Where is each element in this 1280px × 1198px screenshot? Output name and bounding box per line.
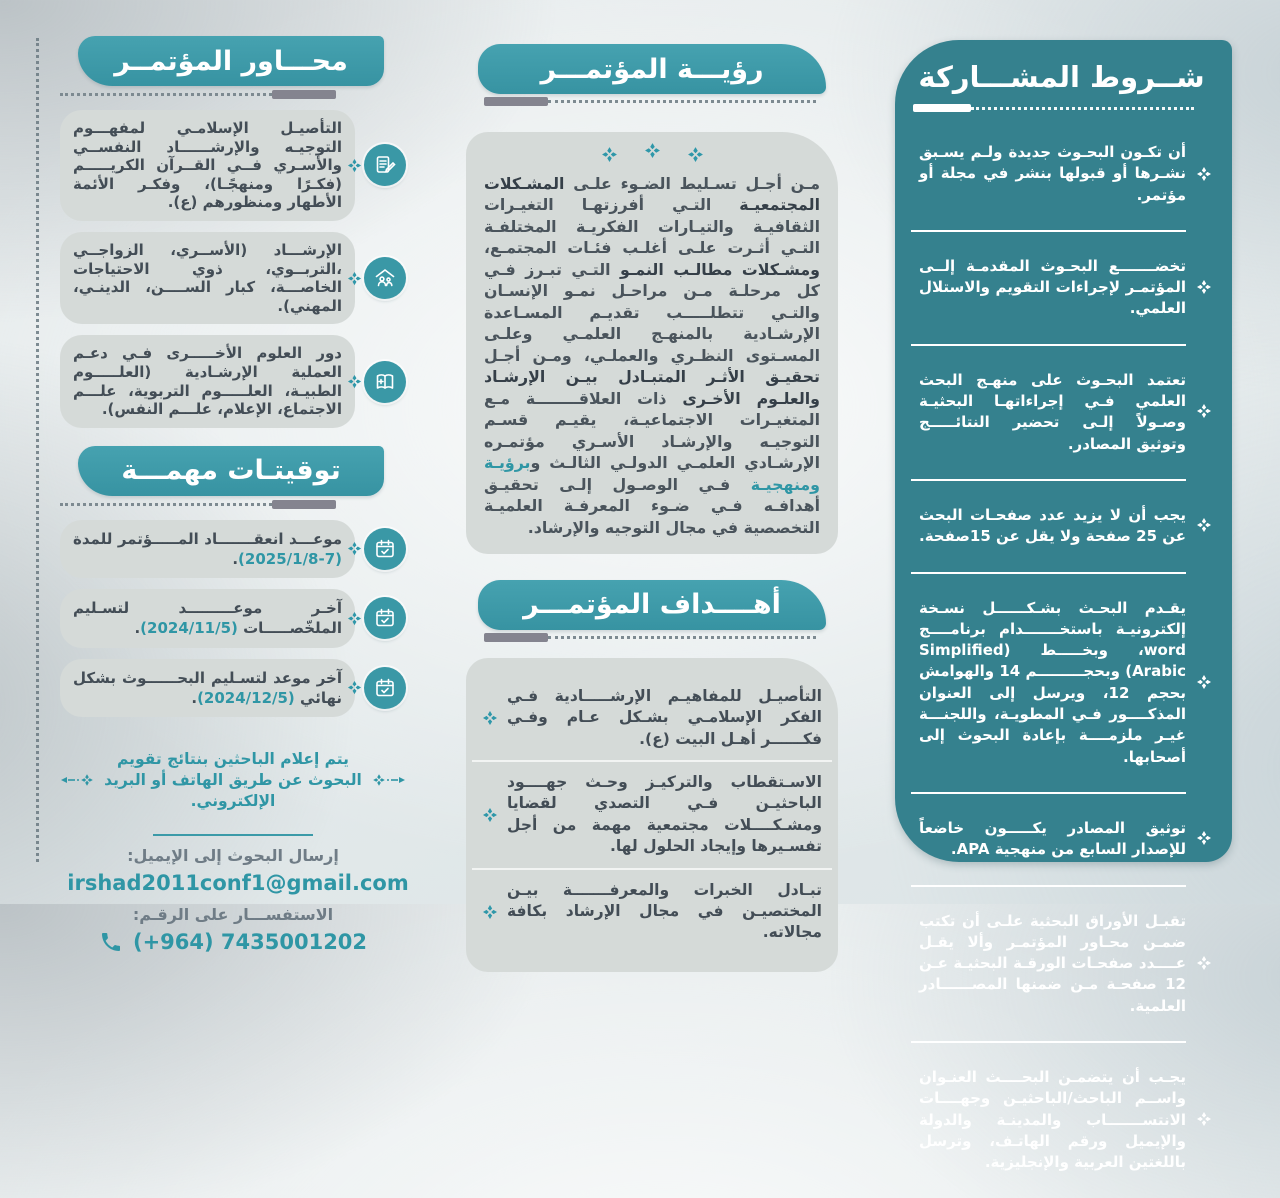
ornament-petal-icon — [347, 611, 362, 626]
axis-item-icons — [347, 361, 406, 403]
goal-item-text: تبـادل الخبرات والمعرفـــــــة بيـن المختصيـن في مجال الإرشاد بكافة مجالاته. — [507, 880, 822, 942]
axis-item-text: دور العلوم الأخـــــرى فـي دعـم العملية الإرشـادية (العلـــــوم الطبيـة، العلـــــوم التربوية، علـــم الاجتماع، الإعلام، علـــم النفس). — [73, 344, 342, 419]
conference-date: (2025/1/8-7) — [238, 549, 342, 568]
dotted-line — [971, 107, 1194, 110]
dotted-line — [60, 503, 272, 506]
condition-item — [911, 118, 1212, 230]
timing-item-text: آخر موعد لتسـليم البحــــــوث بشكل نهائي (2024/12/5). — [73, 668, 342, 707]
axes-title-banner — [78, 36, 384, 86]
papers-deadline: (2024/12/5) — [197, 688, 295, 707]
condition-item — [911, 230, 1212, 344]
timing-item-text: آخـر موعـــــــــد لتسـليم الملخّصـــــات (2024/11/5). — [73, 599, 342, 638]
timings-title: توقيتـات مهمـــة — [121, 455, 341, 487]
ornament-petal-icon — [601, 146, 618, 163]
condition-item — [911, 792, 1212, 885]
accent-bar — [484, 633, 548, 642]
axes-title-rule — [60, 90, 336, 99]
right-dotted-divider — [36, 38, 39, 862]
family-counseling-icon — [364, 257, 406, 299]
phone-number[interactable]: (+964) 7435001202 — [132, 929, 368, 954]
accent-bar — [484, 97, 548, 106]
ornament-petal-icon — [687, 146, 704, 163]
ornament-petal-icon — [1196, 674, 1212, 690]
ornament-petal-icon — [347, 680, 362, 695]
condition-text: تخضـــــــع البحـوث المقدمـة إلــى المؤتمـر لإجراءات التقويم والاستلال العلمي. — [919, 256, 1186, 318]
ornament-petal-icon — [482, 710, 498, 726]
email-row[interactable] — [60, 870, 409, 895]
goal-item — [472, 760, 832, 868]
note-underline — [153, 834, 313, 836]
ornament-petal-icon — [1196, 403, 1212, 419]
goal-item — [472, 676, 832, 760]
goal-item — [472, 868, 832, 954]
timing-item-text: موعـــد انعقـــــــاد المـــــؤتمر للمدة (2025/1/8-7). — [73, 529, 342, 568]
accent-bar — [913, 104, 971, 112]
ornament-petal-icon — [1196, 1111, 1212, 1127]
goals-box — [466, 658, 838, 972]
condition-text: توثيق المصادر يكـــــون خاضعاً للإصدار السابع من منهجية APA. — [919, 818, 1186, 859]
vision-ornaments — [484, 146, 820, 163]
results-note-text: يتم إعلام الباحثين بنتائج تقويم البحوث عن طريق الهاتف أو البريد الإلكتروني. — [104, 749, 362, 810]
medical-book-icon — [364, 361, 406, 403]
goals-title-banner — [478, 580, 826, 630]
timings-title-banner — [78, 446, 384, 496]
phone-label: الاستفســـار على الرقـم: — [132, 904, 334, 924]
timing-item-icons — [347, 528, 406, 570]
vision-title: رؤيـــة المؤتمـــر — [540, 53, 764, 85]
ornament-petal-icon — [1196, 166, 1212, 182]
vision-title-banner — [478, 44, 826, 94]
email-label: إرسال البحوث إلى الإيميل: — [127, 845, 339, 865]
phone-icon — [99, 930, 123, 954]
axis-item — [60, 110, 406, 221]
vision-paragraph: مـن أجـل تسـليط الضـوء علـى المشـكلات المجتمعيـة التـي أفرزتهـا التغيـرات الثقافيـة والتيـارات الفكريـة المختلفـة التـي أثـرت علـى أغلـب فئـات المجتمـع، ومشـكلات مطالـب النمـو التـي تبـرز فـي كل مرحلـة مـن مراحـل نمـو الإنسـان والتـي تتطلـــــب تقديـم المسـاعدة الإرشـادية بالمنهـج العلمـي وعلـى المسـتوى النظـري والعملـي، ومـن أجـل تحقيـق الأثـر المتبـادل بيـن الإرشـاد والعلـوم الأخـرى ذات العلاقــــــــة مـع المتغيـرات الاجتماعيـة، يقيـم قسـم التوجيـه والإرشـاد الأسـري مؤتمـره الإرشـادي العلمـي الدولـي الثالـث وبرؤيـة ومنهجيـة فـي الوصـول إلـى تحقيـق أهدافـه فـي ضـوء المعرفـة العلميـة التخصصية في مجال التوجيه والإرشاد. — [484, 174, 820, 537]
timing-item-icons — [347, 667, 406, 709]
goal-item-text: الاسـتقطاب والتركيـز وحـث جهــــود الباحثيـن فـي التصدي لقضايا ومشـكــــلات مجتمعية مهمة من أجل تفسـيرها وإيجاد الحلول لها. — [507, 773, 822, 856]
calendar-icon — [364, 528, 406, 570]
ornament-petal-icon — [1196, 830, 1212, 846]
ornament-arrow-right-icon — [372, 773, 406, 787]
conditions-title: شــروط المشـــاركة — [918, 60, 1205, 94]
results-note — [60, 733, 406, 827]
axes-title: محـــاور المؤتمــر — [114, 45, 348, 77]
axis-item-box — [60, 232, 355, 324]
ornament-arrow-left-icon — [60, 773, 94, 787]
timing-item — [60, 520, 406, 579]
ornament-petal-icon — [347, 158, 362, 173]
email-address[interactable]: irshad2011conf1@gmail.com — [67, 870, 409, 895]
vision-goals-section — [466, 44, 838, 972]
abstracts-deadline: (2024/11/5) — [140, 619, 238, 638]
conditions-title-rule — [913, 104, 1194, 112]
conditions-panel — [895, 40, 1232, 1172]
axis-item — [60, 335, 406, 427]
ornament-petal-icon — [1196, 955, 1212, 971]
axis-item-box — [60, 110, 355, 221]
condition-text: يقـدم البحـث بشـكــــــل نسـخة إلكترونيـة باستخـــــــدام برنامــــج word، وبخـــــط (Simplified Arabic) وبحجـــــــــم 14 والهوامش بحجم 12، ويرسل إلى العنوان المذكــــور فـي المطويـة، واللجنـــة غيـر ملزمــــة بإعادة البحوث إلى أصحابها. — [919, 598, 1186, 766]
axis-item — [60, 232, 406, 324]
dotted-line — [548, 100, 816, 103]
axis-item-text: التأصيـل الإسلامـي لمفهـــوم التوجيـه والإرشــــــاد النفســي والأسـري فــي القــرآن الكريـــــم (فكـرًا ومنهجًـا)، وفكـر الأئمة الأطهار ومنظورهم (ع). — [73, 119, 342, 212]
calendar-icon — [364, 667, 406, 709]
timing-item-icons — [347, 597, 406, 639]
ornament-petal-icon — [644, 142, 661, 159]
accent-bar — [272, 500, 336, 509]
goal-item-text: التأصيـل للمفاهيـم الإرشـــــادية فـي الفكر الإسلامـي بشـكل عـام وفـي فكــــــر أهـل البيت (ع). — [507, 686, 822, 748]
timings-title-rule — [60, 500, 336, 509]
condition-text: أن تكـون البحـوث جديدة ولـم يسـبق نشـرها أو قبولها بنشر في مجلة أو مؤتمر. — [919, 143, 1186, 204]
timing-item — [60, 659, 406, 718]
accent-bar — [272, 90, 336, 99]
timing-item-box — [60, 659, 355, 718]
timing-item-box — [60, 520, 355, 579]
axes-section — [60, 36, 409, 954]
goals-title: أهــــداف المؤتمـــر — [523, 589, 781, 621]
ornament-petal-icon — [347, 374, 362, 389]
condition-item — [911, 344, 1212, 479]
condition-text: تعتمد البحـوث على منهـج البحث العلمي فـي إجراءاتهـا البحثيـة وصـولاً إلـى تحضير النتائـــــج وتوثيق المصادر. — [919, 370, 1186, 453]
condition-item — [911, 479, 1212, 572]
condition-text: تقبـل الأوراق البحثية علـى أن تكتب ضمـن محـاور المؤتمـر وألا يقـل عــــدد صفحـات الورقـة البحثيـة عـن 12 صفحـة مـن ضمنها المصــــــادر العلمية. — [919, 911, 1186, 1015]
dotted-line — [548, 636, 816, 639]
axis-item-icons — [347, 144, 406, 186]
ornament-petal-icon — [347, 271, 362, 286]
condition-item — [911, 885, 1212, 1041]
timing-item-box — [60, 589, 355, 648]
condition-item — [911, 1041, 1212, 1197]
phone-row[interactable] — [60, 930, 406, 954]
ornament-petal-icon — [1196, 517, 1212, 533]
ornament-petal-icon — [1196, 279, 1212, 295]
condition-text: يجب أن لا يزيد عدد صفحـات البحث عن 25 صفحة ولا يقل عن 15صفحة. — [919, 505, 1186, 546]
timing-item — [60, 589, 406, 648]
axis-item-text: الإرشـــاد (الأســري، الزواجــي ،التربــوي، ذوي الاحتياجات الخاصـــة، كبار الســــن، الدينـي، المهني). — [73, 240, 342, 315]
ornament-petal-icon — [482, 807, 498, 823]
ornament-petal-icon — [482, 904, 498, 920]
axis-item-icons — [347, 257, 406, 299]
ornament-petal-icon — [347, 541, 362, 556]
vision-box — [466, 132, 838, 554]
condition-item — [911, 572, 1212, 792]
goals-title-rule — [484, 633, 816, 642]
dotted-line — [60, 93, 272, 96]
axis-item-box — [60, 335, 355, 427]
vision-title-rule — [484, 97, 816, 106]
calendar-icon — [364, 597, 406, 639]
quran-pen-icon — [364, 144, 406, 186]
condition-text: يجـب أن يتضمـن البحــــث العنـوان واســم الباحث/الباحثيـن وجهــــات الانتســـــــاب والمدينـة والدولة والإيميل ورقم الهاتـف، وترسل باللغتين العربية والإنجليزية. — [919, 1068, 1186, 1172]
